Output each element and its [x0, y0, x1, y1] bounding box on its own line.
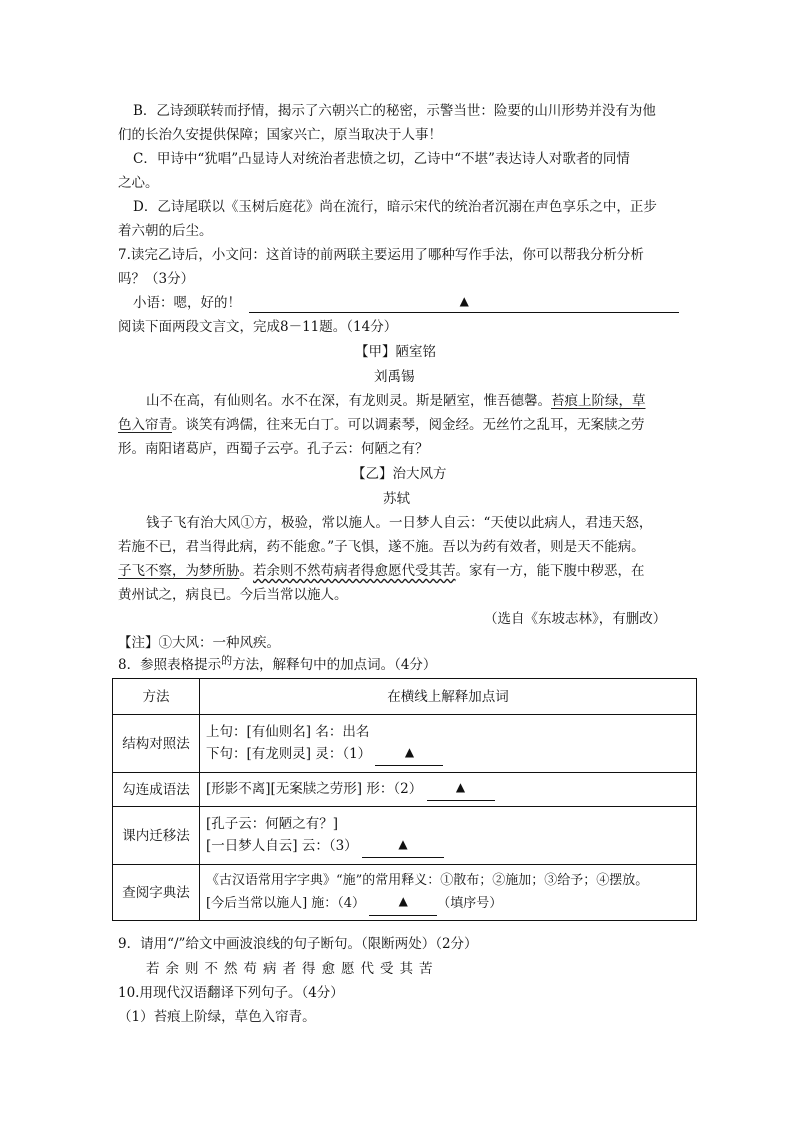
passage-jia-line3: 形。南阳诸葛庐，西蜀子云亭。孔子云：何陋之有？ [118, 441, 429, 457]
q8-row-content [200, 865, 697, 921]
q10-stem: 10.用现代汉语翻译下列句子。（4分） [118, 985, 344, 1001]
q8-row-line2 [206, 835, 690, 858]
q8-row-line2-text: [形影不离][无案牍之劳形] 形：（2） [206, 781, 423, 797]
q6-option-c-line2: 之心。 [118, 175, 159, 191]
q8-row-line2-text: [今后当常以施人] 施：（4） [206, 895, 366, 911]
q8-header-task: 在横线上解释加点词 [200, 679, 697, 715]
q8-row [113, 773, 697, 807]
q8-blank-mark: ▲ [398, 893, 408, 908]
q8-row-content [200, 773, 697, 807]
q8-row-method: 查阅字典法 [113, 865, 200, 921]
q8-blank-mark: ▲ [398, 837, 408, 851]
q7-answer-line [133, 294, 679, 313]
passage-yi-line3-rest: 。家有一方，能下腹中秽恶，在 [455, 563, 645, 579]
q8-header-method: 方法 [113, 679, 200, 715]
q8-table [112, 678, 697, 921]
q8-answer-blank-2[interactable] [427, 778, 495, 801]
passage-yi-line3 [118, 562, 645, 580]
q8-row [113, 715, 697, 773]
q6-option-b-line2: 们的长治久安提供保障；国家兴亡，原当取决于人事！ [118, 127, 442, 143]
q8-answer-blank-3[interactable] [362, 835, 444, 858]
passage-jia-underlined-b: 色入帘青 [118, 417, 172, 433]
q8-row-line2 [206, 743, 690, 766]
q8-stem [118, 656, 436, 675]
q9-stem: 9．请用“/”给文中画波浪线的句子断句。（限断两处）（2分） [118, 936, 478, 952]
annotation-note: 【注】①大风：一种风疾。 [118, 635, 280, 651]
q9-sentence[interactable]: 若余则不然苟病者得愈愿代受其苦 [146, 961, 439, 977]
passage-yi-line2: 若施不已，君当得此病，药不能愈。”子飞惧，遂不施。吾以为药有效者，则是天不能病。 [118, 539, 645, 555]
q8-blank-mark: ▲ [455, 780, 466, 794]
passage-yi-period: 。 [239, 563, 253, 579]
passage-jia-title: 【甲】陋室铭 [355, 344, 436, 360]
q8-row-suffix: （填序号） [437, 895, 503, 911]
q6-option-b-line1: B．乙诗颈联转而抒情，揭示了六朝兴亡的秘密，示警当世：险要的山川形势并没有为他 [133, 103, 656, 119]
q7-stem-line2: 吗？（3分） [118, 271, 195, 287]
passage-jia-line2-text: 。谈笑有鸿儒，往来无白丁。可以调素琴，阅金经。无丝竹之乱耳，无案牍之劳 [172, 417, 645, 433]
passage-jia-underlined-a: 苔痕上阶绿，草 [551, 393, 646, 409]
q8-stem-part1: 8．参照表格提示 [118, 657, 222, 673]
q8-stem-small-char: 的 [221, 654, 233, 667]
q8-row-line2-text: 下句：[有龙则灵] 灵：（1） [206, 746, 372, 762]
passage-intro: 阅读下面两段文言文，完成8－11题。（14分） [118, 319, 398, 335]
q8-stem-part2: 方法，解释句中的加点词。（4分） [232, 657, 437, 673]
q8-row-method: 课内迁移法 [113, 807, 200, 865]
q8-table-header [113, 679, 697, 715]
q8-row-line2 [206, 778, 690, 801]
passage-yi-underlined-sentence: 子飞不察，为梦所胁 [118, 563, 240, 579]
q8-row-line2 [206, 892, 690, 916]
q8-row-content [200, 715, 697, 773]
q8-row [113, 865, 697, 921]
passage-yi-line4: 黄州试之，病良已。今后当常以施人。 [118, 587, 348, 603]
q7-answer-prompt: 小语：嗯，好的！ [133, 295, 241, 311]
q8-answer-blank-4[interactable] [369, 892, 437, 916]
q8-row-line1: 《古汉语常用字字典》“施”的常用释义：①散布；②施加；③给予；④摆放。 [206, 872, 649, 888]
q7-blank-mark: ▲ [459, 294, 469, 308]
passage-yi-line1: 钱子飞有治大风①方，极验，常以施人。一日梦人自云：“天使以此病人，君违天怒， [146, 515, 653, 531]
q8-row-line1: 上句：[有仙则名] 名：出名 [206, 724, 370, 740]
passage-jia-author: 刘禹锡 [374, 369, 415, 385]
q7-stem-line1: 7.读完乙诗后，小文问：这首诗的前两联主要运用了哪种写作手法，你可以帮我分析分析 [118, 247, 644, 263]
q7-answer-blank[interactable] [249, 294, 679, 313]
q8-answer-blank-1[interactable] [375, 743, 443, 766]
q6-option-d-line1: D．乙诗尾联以《玉树后庭花》尚在流行，暗示宋代的统治者沉溺在声色享乐之中，正步 [133, 199, 657, 215]
passage-yi-title: 【乙】治大风方 [352, 466, 447, 482]
q10-item-1: （1）苔痕上阶绿，草色入帘青。 [118, 1009, 316, 1025]
passage-jia-line2 [118, 416, 645, 434]
q8-row-content [200, 807, 697, 865]
passage-yi-wavy-sentence: 若余则不然苟病者得愈愿代受其苦 [253, 563, 456, 579]
q8-row-method: 结构对照法 [113, 715, 200, 773]
q6-option-d-line2: 着六朝的后尘。 [118, 223, 213, 239]
q6-option-c-line1: C．甲诗中“犹唱”凸显诗人对统治者悲愤之切，乙诗中“不堪”表达诗人对歌者的同情 [133, 151, 630, 167]
q8-row-line2-text: [一日梦人自云] 云：（3） [206, 838, 358, 854]
q8-row-method: 勾连成语法 [113, 773, 200, 807]
passage-yi-source: （选自《东坡志林》，有删改） [484, 611, 667, 627]
passage-yi-author: 苏轼 [383, 491, 410, 507]
q8-row [113, 807, 697, 865]
passage-jia-line1-text: 山不在高，有仙则名。水不在深，有龙则灵。斯是陋室，惟吾德馨。 [146, 393, 551, 409]
q8-blank-mark: ▲ [404, 745, 415, 759]
passage-jia-line1 [146, 392, 646, 410]
q8-row-line1: [孔子云：何陋之有？] [206, 816, 339, 832]
